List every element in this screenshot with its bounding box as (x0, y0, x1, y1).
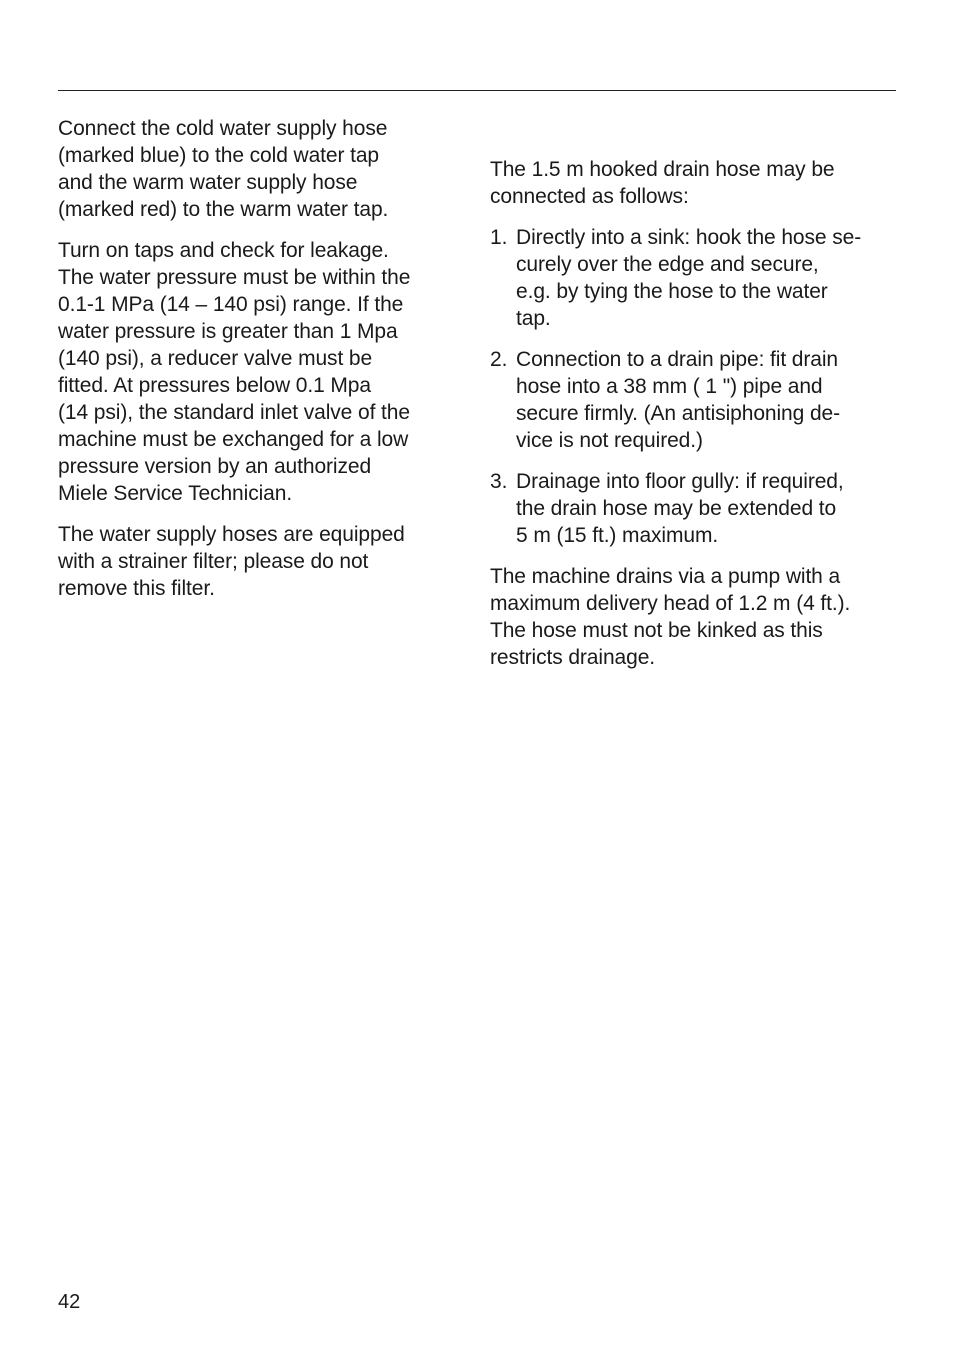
page-number: 42 (58, 1291, 81, 1313)
list-item-number: 1. (490, 226, 508, 249)
paragraph-strainer-filter: The water supply hoses are equipped with a strainer filter; please do not remove this filter. (58, 523, 405, 600)
list-item-number: 3. (490, 470, 508, 493)
paragraph-supply-hose-connection: Connect the cold water supply hose (marked blue) to the cold water tap and the warm water supply hose (marked red) to the warm water tap. (58, 117, 389, 221)
list-item (490, 346, 900, 454)
list-item-text: Drainage into floor gully: if required, the drain hose may be extended to 5 m (15 ft.) maximum. (516, 470, 844, 547)
paragraph-pump-drainage: The machine drains via a pump with a maximum delivery head of 1.2 m (4 ft.). The hose must not be kinked as this restricts drainage. (490, 565, 851, 669)
paragraph-drain-hose-intro: The 1.5 m hooked drain hose may be connected as follows: (490, 158, 835, 208)
list-item (490, 224, 900, 332)
right-column (490, 156, 900, 685)
paragraph-water-pressure: Turn on taps and check for leakage. The water pressure must be within the 0.1-1 MPa (14 – 140 psi) range. If the water pressure is greater than 1 Mpa (140 psi), a reducer valve must be fitted. At pressures below 0.1 Mpa (14 psi), the standard inlet valve of the machine must be exchanged for a low pressure version by an authorized Miele Service Technician. (58, 239, 411, 505)
left-column (58, 115, 458, 616)
list-item-number: 2. (490, 348, 508, 371)
drain-connection-list (490, 224, 900, 549)
list-item-text: Directly into a sink: hook the hose se- curely over the edge and secure, e.g. by tying the hose to the water tap. (516, 226, 862, 330)
header-rule (58, 90, 896, 91)
list-item-text: Connection to a drain pipe: fit drain hose into a 38 mm ( 1 ") pipe and secure firmly. (An antisiphoning de- vice is not required.) (516, 348, 840, 452)
list-item (490, 468, 900, 549)
